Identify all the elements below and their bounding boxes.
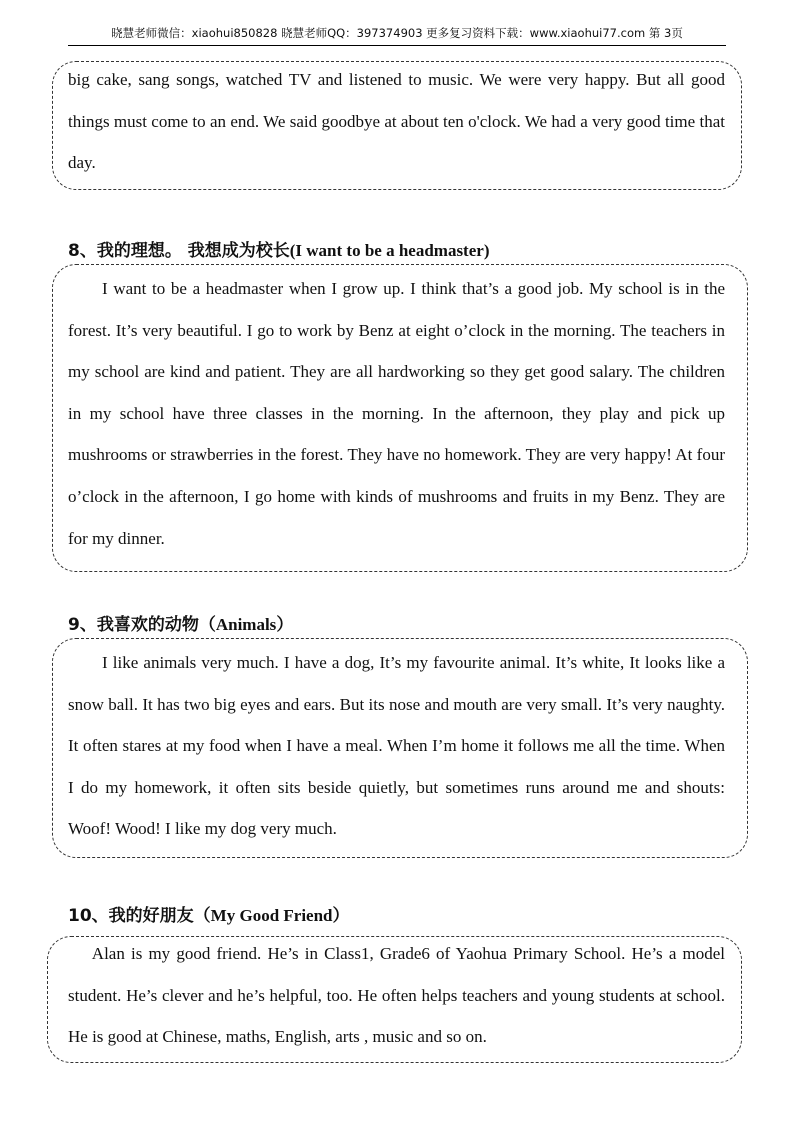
section9-heading-en: Animals — [215, 615, 277, 634]
section8-heading-zh: 8、我的理想。 我想成为校长 — [68, 241, 290, 261]
section9-heading — [68, 610, 293, 635]
section10-heading-zh: 10、我的好朋友（ — [68, 906, 211, 926]
header-text: 晓慧老师微信：xiaohui850828 晓慧老师QQ：397374903 更多复习资料下载：www.xiaohui77.com 第 3页 — [111, 26, 683, 40]
section9-text: I like animals very much. I have a dog, It’s my favourite animal. It’s white, It looks like a snow ball. It has two big eyes and ears. But its nose and mouth are very small. It’s very naughty. It often stares at my food when I have a meal. When I’m home it follows me all the time. When I do my homework, it often sits beside quietly, but sometimes runs around me and shouts: Woof! Wood! I like my dog very much. — [68, 653, 725, 839]
section10-heading-en: My Good Friend — [210, 906, 333, 925]
page-header — [68, 24, 726, 46]
section10-heading-close: ） — [332, 906, 350, 926]
section10-heading — [68, 901, 350, 926]
section9-heading-close: ） — [276, 615, 294, 635]
section9-heading-zh: 9、我喜欢的动物（ — [68, 615, 216, 635]
section7-text: big cake, sang songs, watched TV and listened to music. We were very happy. But all good things must come to an end. We said goodbye at about ten o'clock. We had a very good time that day. — [68, 70, 725, 173]
section10-text: Alan is my good friend. He’s in Class1, Grade6 of Yaohua Primary School. He’s a model student. He’s clever and he’s helpful, too. He often helps teachers and young students at school. He is good at Chinese, maths, English, arts , music and so on. — [68, 944, 725, 1047]
section8-heading — [68, 236, 489, 261]
section8-text: I want to be a headmaster when I grow up. I think that’s a good job. My school is in the forest. It’s very beautiful. I go to work by Benz at eight o’clock in the morning. The teachers in my school are kind and patient. They are all hardworking so they get good salary. The children in my school have three classes in the morning. In the afternoon, they play and pick up mushrooms or strawberries in the forest. They have no homework. They are very happy! At four o’clock in the afternoon, I go home with kinds of mushrooms and fruits in my Benz. They are for my dinner. — [68, 279, 725, 548]
section8-heading-en: (I want to be a headmaster) — [289, 241, 490, 260]
